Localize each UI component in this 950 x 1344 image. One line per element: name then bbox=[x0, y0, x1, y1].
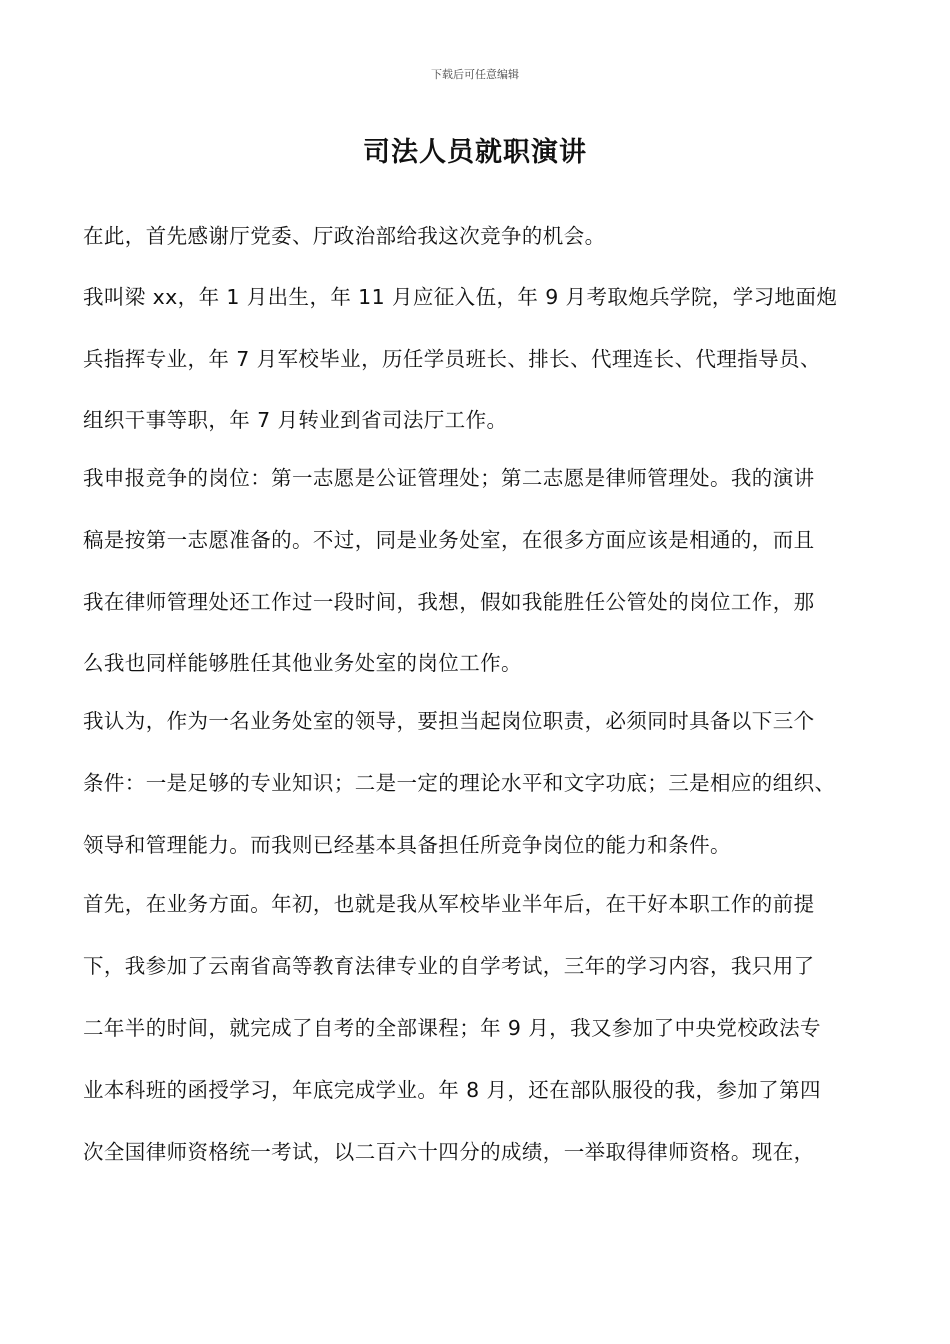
text-line: 首先，在业务方面。年初，也就是我从军校毕业半年后，在干好本职工作的前提 bbox=[83, 892, 815, 916]
text-line: 条件：一是足够的专业知识；二是一定的理论水平和文字功底；三是相应的组织、 bbox=[83, 771, 836, 795]
text-line: 我叫梁 xx，年 1 月出生，年 11 月应征入伍，年 9 月考取炮兵学院，学习地面炮 bbox=[83, 285, 838, 309]
text-line: 么我也同样能够胜任其他业务处室的岗位工作。 bbox=[83, 651, 522, 675]
text-line: 二年半的时间，就完成了自考的全部课程；年 9 月，我又参加了中央党校政法专 bbox=[83, 1016, 821, 1040]
text-line: 我认为，作为一名业务处室的领导，要担当起岗位职责，必须同时具备以下三个 bbox=[83, 709, 815, 733]
text-line: 次全国律师资格统一考试，以二百六十四分的成绩，一举取得律师资格。现在， bbox=[83, 1140, 815, 1164]
text-line: 兵指挥专业，年 7 月军校毕业，历任学员班长、排长、代理连长、代理指导员、 bbox=[83, 347, 821, 371]
page-header: 下载后可任意编辑 bbox=[431, 68, 519, 81]
text-line: 组织干事等职，年 7 月转业到省司法厅工作。 bbox=[83, 408, 508, 432]
text-line: 下，我参加了云南省高等教育法律专业的自学考试，三年的学习内容，我只用了 bbox=[83, 954, 815, 978]
text-line: 在此，首先感谢厅党委、厅政治部给我这次竞争的机会。 bbox=[83, 224, 606, 248]
text-line: 稿是按第一志愿准备的。不过，同是业务处室，在很多方面应该是相通的，而且 bbox=[83, 528, 815, 552]
document-title: 司法人员就职演讲 bbox=[363, 137, 587, 168]
text-line: 我申报竞争的岗位：第一志愿是公证管理处；第二志愿是律师管理处。我的演讲 bbox=[83, 466, 815, 490]
text-line: 我在律师管理处还工作过一段时间，我想，假如我能胜任公管处的岗位工作，那 bbox=[83, 590, 815, 614]
text-line: 业本科班的函授学习，年底完成学业。年 8 月，还在部队服役的我，参加了第四 bbox=[83, 1078, 821, 1102]
text-line: 领导和管理能力。而我则已经基本具备担任所竞争岗位的能力和条件。 bbox=[83, 833, 731, 857]
